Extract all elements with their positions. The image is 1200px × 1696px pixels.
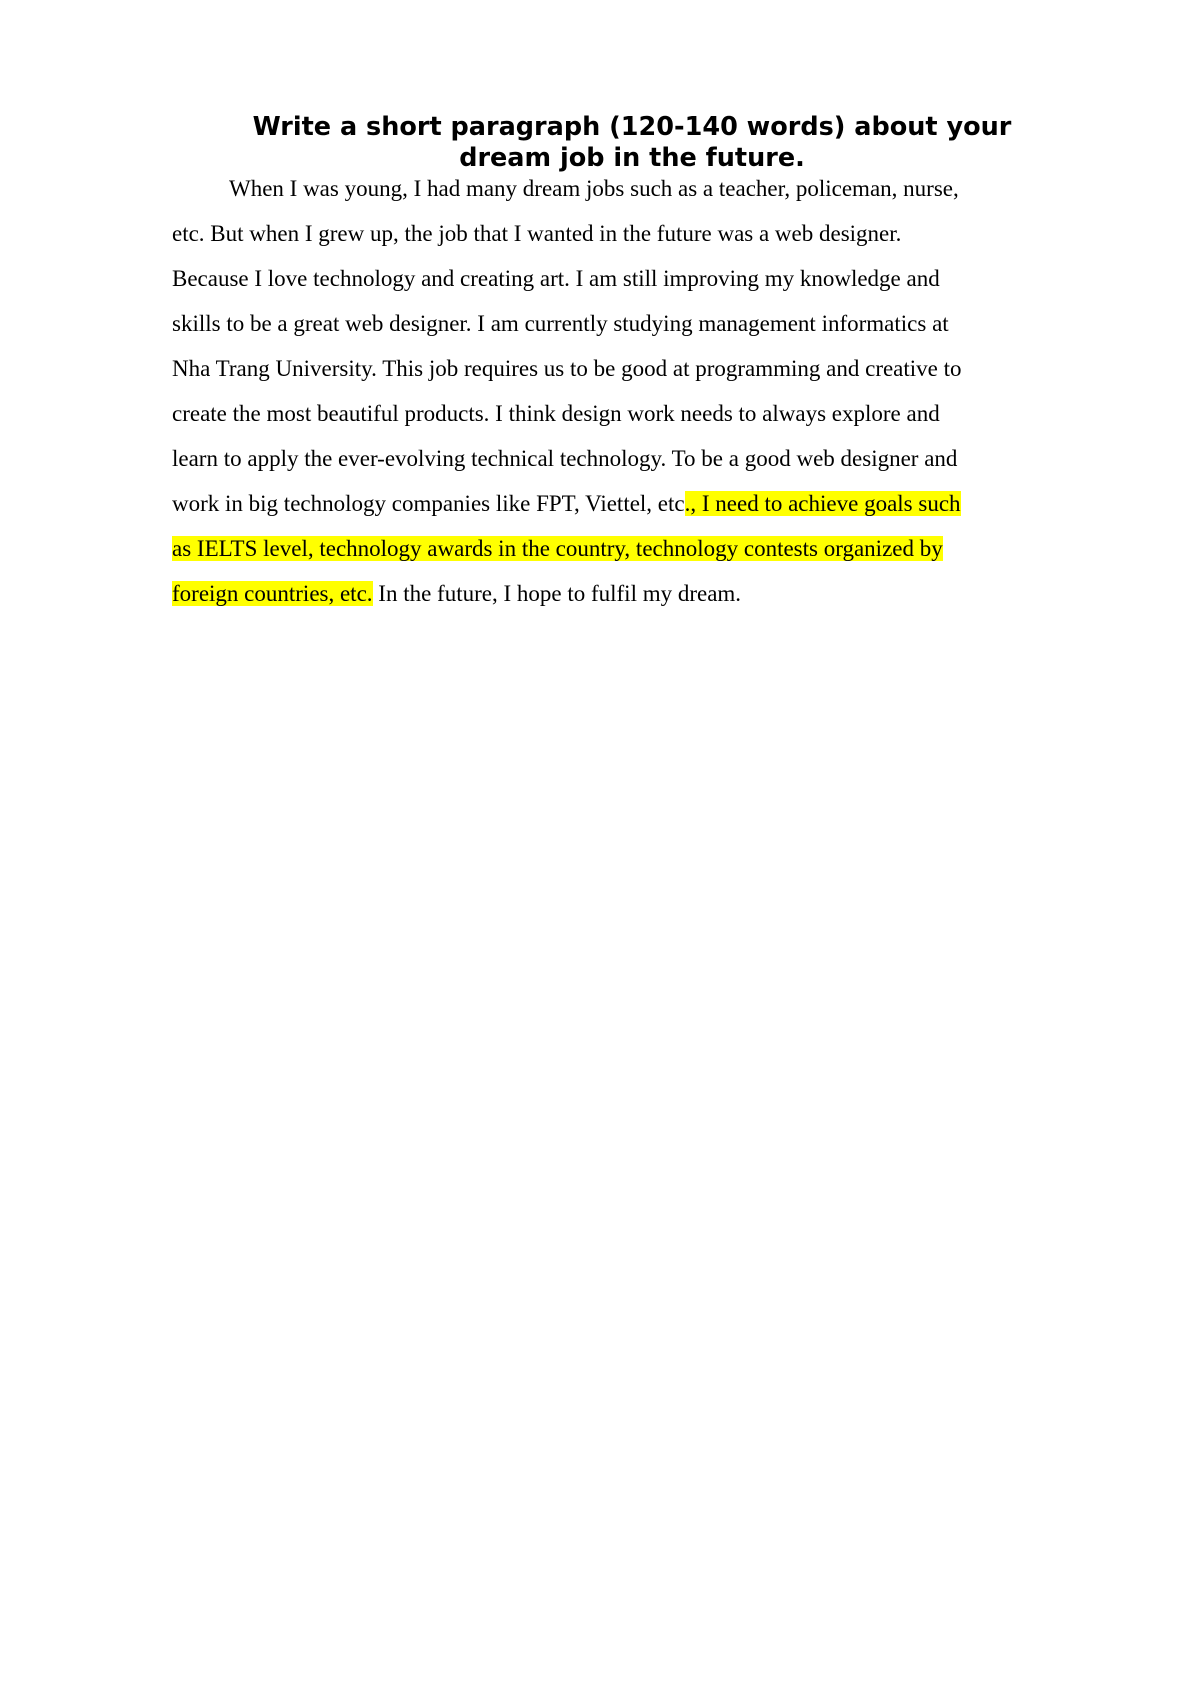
line-8-plain-text: work in big technology companies like FPT, Viettel, etc [172, 491, 685, 516]
paragraph-line-6: create the most beautiful products. I think design work needs to always explore and [172, 401, 940, 426]
title-line-2: dream job in the future. [459, 143, 805, 173]
line-8-highlighted-text: ., I need to achieve goals such [684, 491, 961, 516]
paragraph-line-1: When I was young, I had many dream jobs such as a teacher, policeman, nurse, [229, 176, 959, 201]
paragraph-line-2: etc. But when I grew up, the job that I wanted in the future was a web designer. [172, 221, 902, 246]
line-10-plain-text: In the future, I hope to fulfil my dream. [372, 581, 742, 606]
paragraph-line-10 [172, 579, 741, 609]
paragraph-line-7: learn to apply the ever-evolving technical technology. To be a good web designer and [172, 446, 958, 471]
line-10-highlighted-text: foreign countries, etc. [172, 581, 373, 606]
paragraph-line-8 [172, 489, 961, 519]
document-title [172, 112, 1092, 174]
line-9-highlighted-text: as IELTS level, technology awards in the country, technology contests organized by [172, 536, 943, 561]
paragraph-line-5: Nha Trang University. This job requires us to be good at programming and creative to [172, 356, 962, 381]
paragraph-line-9 [172, 534, 943, 564]
title-line-1: Write a short paragraph (120-140 words) about your [252, 112, 1012, 142]
paragraph-line-3: Because I love technology and creating art. I am still improving my knowledge and [172, 266, 940, 291]
paragraph-line-4: skills to be a great web designer. I am currently studying management informatics at [172, 311, 949, 336]
